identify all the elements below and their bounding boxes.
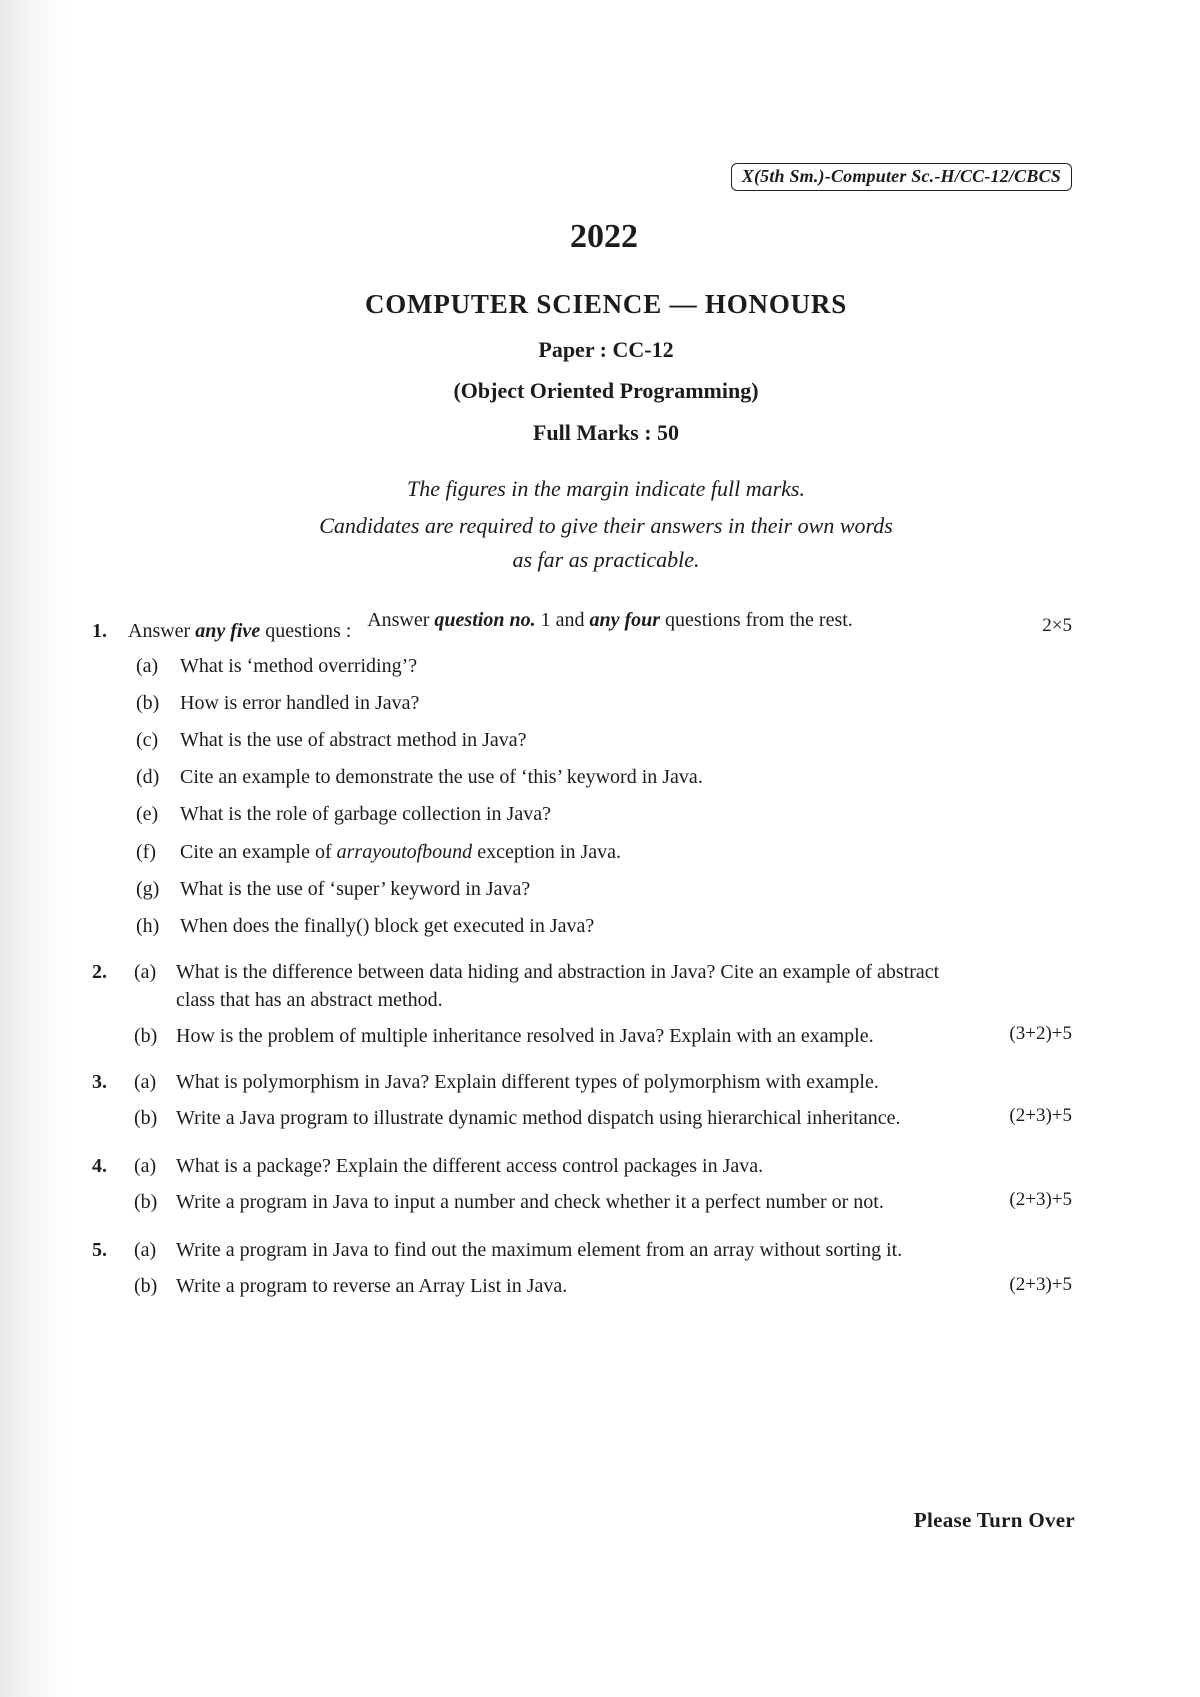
sub-question [136,652,158,680]
sub-question [136,912,159,940]
subject-title: COMPUTER SCIENCE — HONOURS [364,289,848,319]
question-marks: (2+3)+5 [1009,1105,1072,1126]
sub-question [136,689,159,717]
question-marks: 2×5 [1042,615,1072,636]
sub-question-text: Cite an example to demonstrate the use of ‘this’ keyword in Java. [180,766,703,788]
sub-question-text: What is the role of garbage collection in Java? [180,803,551,825]
answer-pre: Answer [367,609,435,631]
sub-label: (a) [134,1155,157,1177]
course-title: (Object Oriented Programming) [453,378,759,403]
question-number: 2. [92,961,107,983]
sub-question-text: What is polymorphism in Java? Explain different types of polymorphism with example. [176,1071,879,1093]
sub-question [136,875,159,903]
text-post: exception in Java. [472,841,622,863]
instruction-line-1: The figures in the margin indicate full marks. [406,476,805,501]
question-marks: (2+3)+5 [1009,1274,1072,1295]
sub-question-text: How is the problem of multiple inheritance resolved in Java? Explain with an example. [176,1025,874,1047]
sub-label: (b) [134,1025,158,1047]
question-number: 3. [92,1071,107,1093]
sub-question [136,838,156,866]
sub-label: (e) [136,803,159,825]
sub-question-text: When does the finally() block get executed in Java? [180,915,595,937]
instruction-line-3: as far as practicable. [512,547,700,572]
sub-label: (c) [136,729,159,751]
sub-label: (d) [136,766,160,788]
question-marks: (2+3)+5 [1009,1189,1072,1210]
intro-post: questions : [260,620,352,642]
sub-label: (g) [136,878,160,900]
sub-question-text: Write a program in Java to find out the maximum element from an array without sorting it. [176,1239,903,1261]
sub-question [136,800,158,828]
sub-label: (b) [136,692,160,714]
sub-question-text: Write a program to reverse an Array List in Java. [176,1275,568,1297]
sub-question-text: What is the difference between data hiding and abstraction in Java? Cite an example of abstract [176,961,940,983]
answer-emph-2: any four [589,609,661,631]
answer-emph-1: question no. [434,609,536,631]
answer-post: questions from the rest. [660,609,853,631]
sub-question-text: Write a program in Java to input a number and check whether it a perfect number or not. [176,1191,884,1213]
sub-label: (a) [136,655,159,677]
question-intro [128,617,351,645]
sub-question-text: What is the use of ‘super’ keyword in Java? [180,878,531,900]
exam-year: 2022 [570,218,638,255]
paper-code-box: X(5th Sm.)-Computer Sc.-H/CC-12/CBCS [731,163,1072,191]
please-turn-over: Please Turn Over [913,1508,1075,1532]
sub-label: (h) [136,915,160,937]
intro-pre: Answer [128,620,196,642]
question-number: 1. [92,620,107,642]
sub-label: (a) [134,1071,157,1093]
paper-code: Paper : CC-12 [538,337,674,362]
full-marks: Full Marks : 50 [532,420,680,445]
sub-label: (b) [134,1107,158,1129]
text-pre: Cite an example of [180,841,337,863]
answer-mid: 1 and [535,609,590,631]
instruction-line-2: Candidates are required to give their answers in their own words [319,513,893,538]
sub-question-text: What is the use of abstract method in Java? [180,729,527,751]
sub-label: (b) [134,1275,158,1297]
sub-question-text: What is a package? Explain the different access control packages in Java. [176,1155,764,1177]
sub-label: (b) [134,1191,158,1213]
sub-question [136,726,158,754]
sub-label: (f) [136,841,156,863]
sub-label: (a) [134,1239,157,1261]
text-italic: arrayoutofbound [336,841,473,863]
sub-question-text-cont: class that has an abstract method. [176,989,443,1011]
question-number: 4. [92,1155,107,1177]
question-marks: (3+2)+5 [1009,1023,1072,1044]
sub-question-text: How is error handled in Java? [180,692,420,714]
intro-emph: any five [195,620,261,642]
question-number: 5. [92,1239,107,1261]
sub-question-text [180,838,621,866]
sub-question [136,763,159,791]
sub-label: (a) [134,961,157,983]
sub-question-text: Write a Java program to illustrate dynamic method dispatch using hierarchical inheritance. [176,1107,901,1129]
sub-question-text: What is ‘method overriding’? [180,655,418,677]
